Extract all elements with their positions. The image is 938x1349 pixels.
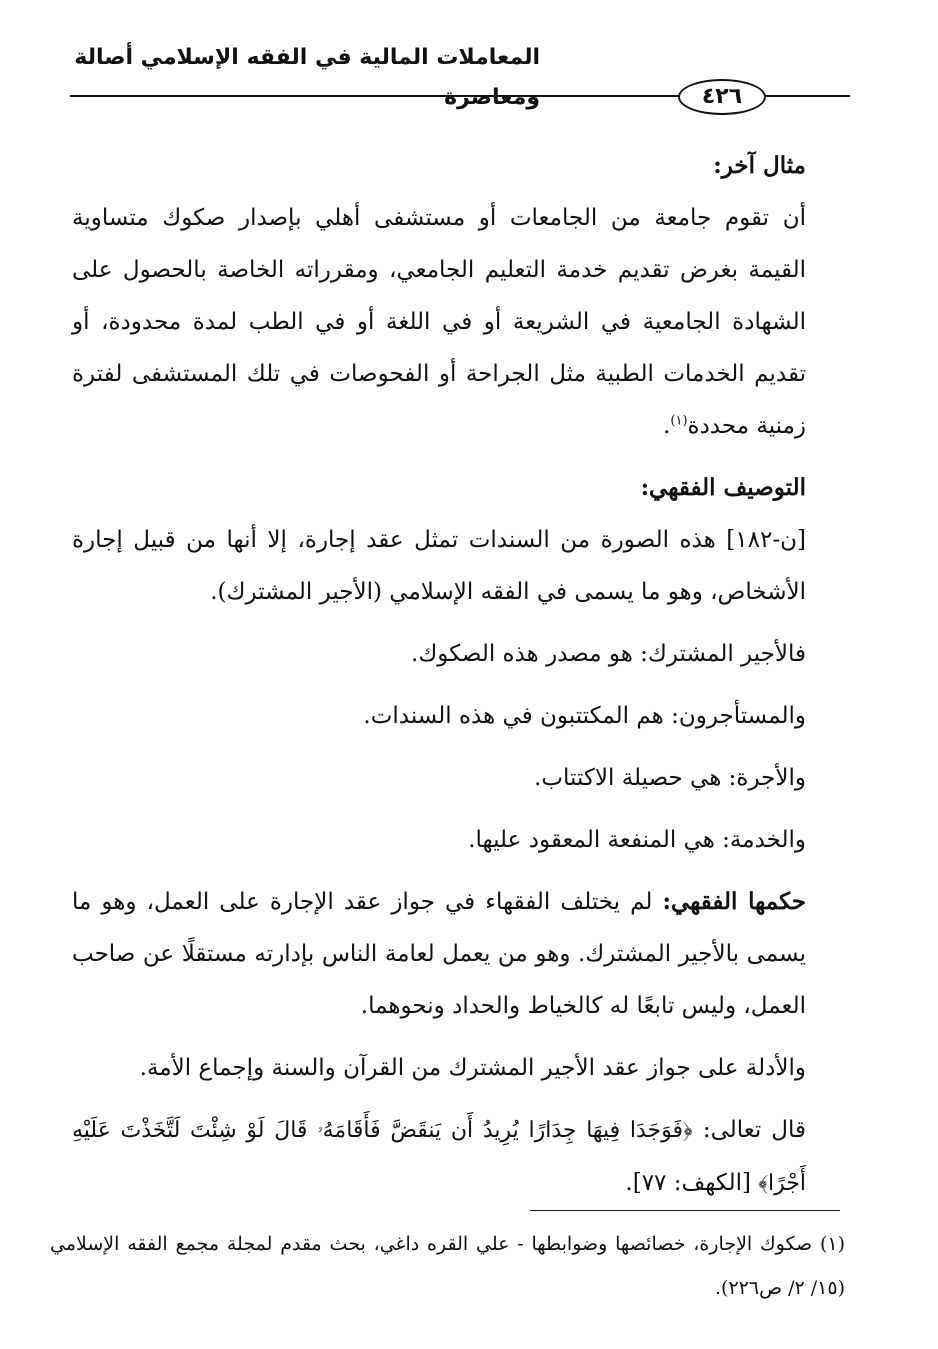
running-title: المعاملات المالية في الفقه الإسلامي أصالة ومعاصرة <box>74 45 540 110</box>
example-heading: مثال آخر: <box>713 152 806 179</box>
quran-verse: ﴿فَوَجَدَا فِيهَا جِدَارًا يُرِيدُ أَن يَنقَضَّ فَأَقَامَهُۥ قَالَ لَوْ شِئْتَ لَتَّخَذْتَ عَلَيْهِ أَجْرًا﴾ <box>72 1118 806 1196</box>
fiqh-heading: التوصيف الفقهي: <box>640 474 806 501</box>
quran-reference: [الكهف: ٧٧]. <box>625 1170 751 1196</box>
example-paragraph-text: أن تقوم جامعة من الجامعات أو مستشفى أهلي بإصدار صكوك متساوية القيمة بغرض تقديم خدمة التعليم الجامعي، ومقرراته الخاصة بالحصول على الشهادة الجامعية في الشريعة أو في اللغة أو في الطب لمدة محدودة، أو تقديم الخدمات الطبية مثل الجراحة أو الفحوصات في تلك المستشفى لفترة زمنية محددة <box>72 205 806 439</box>
footnote-marker: (١) <box>670 413 688 429</box>
ruling-lead: حكمها الفقهي: <box>662 888 806 915</box>
body-text <box>72 140 842 1210</box>
example-paragraph <box>72 192 842 452</box>
footnote-rule <box>530 1210 840 1211</box>
footnote-text: (١) صكوك الإجارة، خصائصها وضوابطها - علي القره داغي، بحث مقدم لمجلة مجمع الفقه الإسلامي (١٥/ ٢/ ص٢٢٦). <box>50 1233 845 1299</box>
footnote <box>50 1222 845 1310</box>
page-number: ٤٢٦ <box>678 79 766 115</box>
ruling-text: لم يختلف الفقهاء في جواز عقد الإجارة على العمل، وهو ما يسمى بالأجير المشترك. وهو من يعمل لعامة الناس بإدارته مستقلًا عن صاحب العمل، وليس تابعًا له كالخياط والحداد ونحوهما. <box>72 889 806 1019</box>
quran-paragraph <box>72 1104 842 1210</box>
definition-tenants: والمستأجرون: هم المكتتبون في هذه السندات. <box>363 703 806 729</box>
ruling-paragraph <box>72 876 842 1032</box>
definition-issuer: فالأجير المشترك: هو مصدر هذه الصكوك. <box>411 641 806 667</box>
definition-wage: والأجرة: هي حصيلة الاكتتاب. <box>534 765 806 791</box>
evidence-paragraph: والأدلة على جواز عقد الأجير المشترك من القرآن والسنة وإجماع الأمة. <box>139 1055 806 1081</box>
example-paragraph-end: . <box>663 413 671 439</box>
definition-service: والخدمة: هي المنفعة المعقود عليها. <box>468 827 806 853</box>
quran-intro: قال تعالى: <box>702 1117 806 1143</box>
fiqh-paragraph: [ن-١٨٢] هذه الصورة من السندات تمثل عقد إجارة، إلا أنها من قبيل إجارة الأشخاص، وهو ما يسمى في الفقه الإسلامي (الأجير المشترك). <box>72 527 806 605</box>
